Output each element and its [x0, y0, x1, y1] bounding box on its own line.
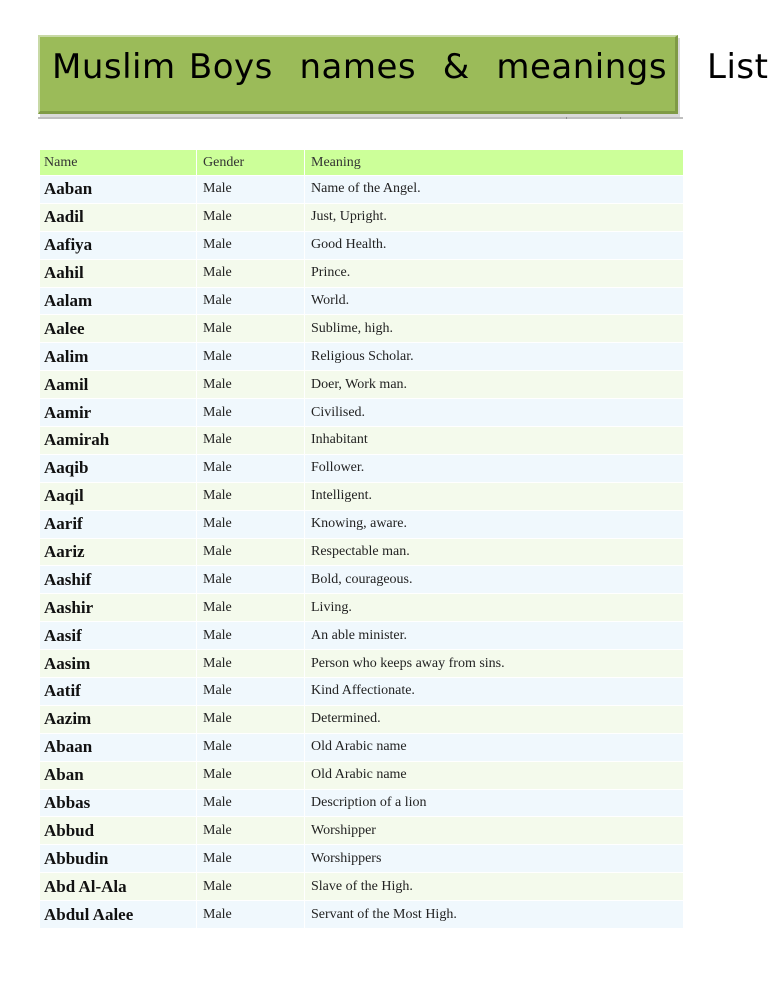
row-name-cell [40, 706, 196, 733]
row-meaning-cell [304, 315, 683, 342]
name-value: Aariz [44, 542, 85, 562]
row-meaning-cell [304, 343, 683, 370]
gender-value: Male [203, 739, 232, 755]
name-value: Aazim [44, 709, 92, 729]
row-name-cell [40, 315, 196, 342]
row-gender-cell [196, 204, 304, 231]
row-name-cell [40, 176, 196, 203]
name-value: Aalam [44, 291, 93, 310]
table-row [40, 678, 683, 706]
row-meaning-cell [304, 204, 683, 231]
row-name-cell [40, 399, 196, 426]
table-row [40, 706, 683, 734]
row-name-cell [40, 427, 196, 454]
meaning-value: Religious Scholar. [311, 348, 414, 364]
name-value: Aashif [44, 569, 92, 589]
meaning-value: Worshippers [311, 850, 382, 866]
banner-divider [38, 117, 683, 119]
meaning-value: Follower. [311, 460, 365, 476]
row-gender-cell [196, 706, 304, 733]
meaning-value: Person who keeps away from sins. [311, 655, 505, 671]
table-row [40, 817, 683, 845]
row-meaning-cell [304, 901, 683, 928]
header-gender: Gender [196, 150, 304, 175]
row-gender-cell [196, 622, 304, 649]
name-value: Aban [44, 765, 84, 785]
gender-value: Male [203, 850, 232, 866]
meaning-value: World. [311, 293, 350, 308]
meaning-value: Civilised. [311, 404, 366, 420]
meaning-value: Bold, courageous. [311, 571, 413, 587]
row-meaning-cell [304, 511, 683, 538]
row-gender-cell [196, 399, 304, 426]
gender-value: Male [203, 627, 232, 643]
row-meaning-cell [304, 539, 683, 566]
name-value: Aadil [44, 207, 84, 227]
names-table [40, 150, 683, 929]
row-name-cell [40, 539, 196, 566]
row-meaning-cell [304, 762, 683, 789]
meaning-value: Good Health. [311, 237, 387, 253]
table-row [40, 455, 683, 483]
name-value: Aahil [44, 263, 84, 283]
row-name-cell [40, 260, 196, 287]
row-meaning-cell [304, 371, 683, 398]
header-meaning: Meaning [304, 150, 683, 175]
row-gender-cell [196, 511, 304, 538]
row-gender-cell [196, 790, 304, 817]
row-meaning-cell [304, 678, 683, 705]
gender-value: Male [203, 822, 232, 838]
gender-value: Male [203, 348, 232, 364]
gender-value: Male [203, 320, 232, 336]
row-gender-cell [196, 315, 304, 342]
name-value: Aamir [44, 402, 92, 422]
meaning-value: An able minister. [311, 627, 408, 643]
name-value: Abaan [44, 737, 93, 757]
page-title: Muslim Boys names & meanings List [52, 47, 768, 87]
header-name: Name [44, 154, 78, 170]
meaning-value: Servant of the Most High. [311, 906, 457, 922]
table-row [40, 399, 683, 427]
gender-value: Male [203, 795, 232, 811]
name-value: Aasif [44, 625, 82, 645]
table-row [40, 483, 683, 511]
table-row [40, 566, 683, 594]
row-name-cell [40, 873, 196, 900]
meaning-value: Knowing, aware. [311, 516, 408, 532]
table-row [40, 873, 683, 901]
row-gender-cell [196, 566, 304, 593]
row-gender-cell [196, 483, 304, 510]
row-meaning-cell [304, 817, 683, 844]
name-value: Aaqil [44, 486, 84, 506]
row-gender-cell [196, 873, 304, 900]
gender-value: Male [203, 488, 232, 504]
name-value: Aasim [44, 653, 91, 673]
row-name-cell [40, 594, 196, 621]
gender-value: Male [203, 181, 232, 197]
row-meaning-cell [304, 873, 683, 900]
name-value: Aalim [44, 346, 89, 366]
table-row [40, 204, 683, 232]
meaning-value: Old Arabic name [311, 739, 407, 755]
table-row [40, 315, 683, 343]
gender-value: Male [203, 404, 232, 420]
row-meaning-cell [304, 483, 683, 510]
gender-value: Male [203, 516, 232, 532]
row-gender-cell [196, 734, 304, 761]
row-meaning-cell [304, 427, 683, 454]
name-value: Abbudin [44, 848, 109, 868]
name-value: Aaqib [44, 458, 89, 478]
row-meaning-cell [304, 455, 683, 482]
gender-value: Male [203, 209, 232, 225]
table-header-row [40, 150, 683, 176]
table-row [40, 176, 683, 204]
name-value: Aatif [44, 681, 81, 701]
meaning-value: Inhabitant [311, 432, 368, 448]
name-value: Aalee [44, 318, 85, 338]
name-value: Aamirah [44, 430, 110, 450]
row-name-cell [40, 845, 196, 872]
table-row [40, 539, 683, 567]
row-gender-cell [196, 594, 304, 621]
table-row [40, 901, 683, 929]
gender-value: Male [203, 237, 232, 253]
name-value: Aashir [44, 597, 94, 617]
table-row [40, 622, 683, 650]
row-name-cell [40, 371, 196, 398]
table-row [40, 594, 683, 622]
gender-value: Male [203, 460, 232, 476]
name-value: Abd Al-Ala [44, 876, 127, 896]
row-name-cell [40, 901, 196, 928]
table-row [40, 511, 683, 539]
table-row [40, 260, 683, 288]
row-gender-cell [196, 288, 304, 315]
table-row [40, 343, 683, 371]
row-gender-cell [196, 260, 304, 287]
row-meaning-cell [304, 566, 683, 593]
row-meaning-cell [304, 399, 683, 426]
row-gender-cell [196, 539, 304, 566]
table-row [40, 790, 683, 818]
row-name-cell [40, 678, 196, 705]
gender-value: Male [203, 544, 232, 560]
name-value: Aarif [44, 514, 83, 534]
row-gender-cell [196, 427, 304, 454]
meaning-value: Living. [311, 599, 352, 615]
gender-value: Male [203, 878, 232, 894]
meaning-value: Just, Upright. [311, 209, 387, 225]
meaning-value: Old Arabic name [311, 767, 407, 783]
table-row [40, 845, 683, 873]
row-gender-cell [196, 455, 304, 482]
meaning-value: Kind Affectionate. [311, 683, 415, 699]
row-name-cell [40, 511, 196, 538]
row-name-cell [40, 288, 196, 315]
meaning-value: Slave of the High. [311, 878, 413, 894]
row-meaning-cell [304, 790, 683, 817]
row-meaning-cell [304, 232, 683, 259]
row-gender-cell [196, 371, 304, 398]
gender-value: Male [203, 655, 232, 671]
table-row [40, 371, 683, 399]
gender-value: Male [203, 376, 232, 392]
row-name-cell [40, 483, 196, 510]
gender-value: Male [203, 265, 232, 281]
gender-value: Male [203, 599, 232, 615]
name-value: Abbud [44, 820, 95, 840]
meaning-value: Prince. [311, 265, 351, 281]
gender-value: Male [203, 293, 232, 308]
table-row [40, 650, 683, 678]
table-row [40, 232, 683, 260]
row-gender-cell [196, 650, 304, 677]
meaning-value: Name of the Angel. [311, 181, 421, 197]
row-name-cell [40, 343, 196, 370]
row-name-cell [40, 650, 196, 677]
row-meaning-cell [304, 288, 683, 315]
meaning-value: Doer, Work man. [311, 376, 408, 392]
row-name-cell [40, 734, 196, 761]
title-banner [38, 35, 768, 114]
row-gender-cell [196, 343, 304, 370]
table-row [40, 288, 683, 316]
row-meaning-cell [304, 622, 683, 649]
divider-tick [566, 117, 567, 119]
meaning-value: Worshipper [311, 822, 376, 838]
gender-value: Male [203, 711, 232, 727]
name-value: Abbas [44, 793, 91, 813]
gender-value: Male [203, 683, 232, 699]
table-row [40, 762, 683, 790]
meaning-value: Determined. [311, 711, 381, 727]
row-gender-cell [196, 762, 304, 789]
row-name-cell [40, 790, 196, 817]
table-body [40, 176, 683, 929]
row-name-cell [40, 622, 196, 649]
row-gender-cell [196, 678, 304, 705]
row-meaning-cell [304, 734, 683, 761]
row-meaning-cell [304, 650, 683, 677]
row-gender-cell [196, 232, 304, 259]
row-name-cell [40, 455, 196, 482]
gender-value: Male [203, 767, 232, 783]
meaning-value: Respectable man. [311, 544, 410, 560]
meaning-value: Sublime, high. [311, 320, 394, 336]
row-gender-cell [196, 901, 304, 928]
table-row [40, 734, 683, 762]
row-name-cell [40, 817, 196, 844]
table-row [40, 427, 683, 455]
row-meaning-cell [304, 594, 683, 621]
row-meaning-cell [304, 260, 683, 287]
name-value: Aaban [44, 179, 93, 199]
row-name-cell [40, 232, 196, 259]
row-name-cell [40, 204, 196, 231]
divider-tick [620, 117, 621, 119]
name-value: Aafiya [44, 235, 93, 255]
name-value: Abdul Aalee [44, 904, 134, 924]
row-gender-cell [196, 176, 304, 203]
gender-value: Male [203, 571, 232, 587]
gender-value: Male [203, 906, 232, 922]
name-value: Aamil [44, 374, 89, 394]
row-meaning-cell [304, 845, 683, 872]
gender-value: Male [203, 432, 232, 448]
meaning-value: Description of a lion [311, 795, 427, 811]
meaning-value: Intelligent. [311, 488, 373, 504]
row-gender-cell [196, 817, 304, 844]
row-meaning-cell [304, 176, 683, 203]
row-name-cell [40, 566, 196, 593]
row-meaning-cell [304, 706, 683, 733]
row-gender-cell [196, 845, 304, 872]
row-name-cell [40, 762, 196, 789]
